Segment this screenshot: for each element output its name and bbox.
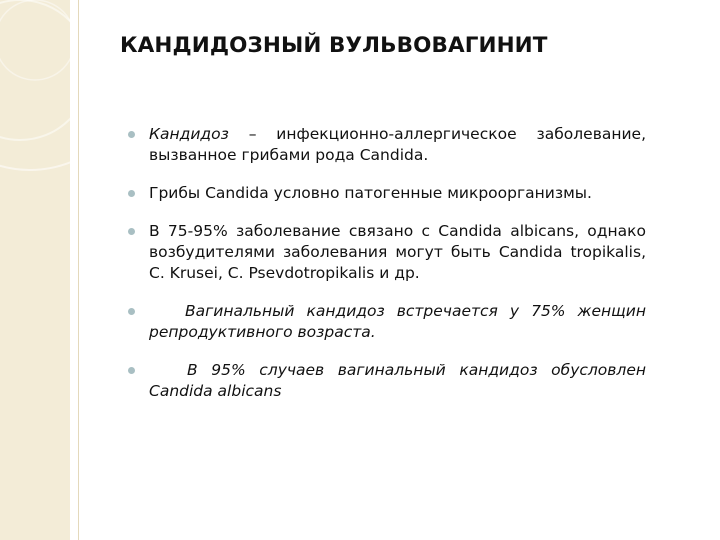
bullet-icon xyxy=(128,367,135,374)
decorative-circles xyxy=(0,0,70,540)
bullet-text: В 95% случаев вагинальный кандидоз обусловлен Candida albicans xyxy=(149,361,646,400)
term-candidiasis: Кандидоз xyxy=(149,125,229,143)
bullet-text: Вагинальный кандидоз встречается у 75% женщин репродуктивного возраста. xyxy=(149,302,646,341)
bullet-item-candida-opportunistic xyxy=(128,183,646,204)
bullet-icon xyxy=(128,190,135,197)
bullet-icon xyxy=(128,131,135,138)
bullet-text: – инфекционно-аллергическое заболевание, вызванное грибами рода Candida. xyxy=(149,125,646,164)
bullet-text: В 75-95% заболевание связано с Candida albicans, однако возбудителями заболевания могут быть Candida tropikalis, C. Krusei, C. Psevdotropikalis и др. xyxy=(149,222,646,282)
bullet-list xyxy=(128,124,646,402)
bullet-icon xyxy=(128,228,135,235)
bullet-icon xyxy=(128,308,135,315)
bullet-item-candida-species xyxy=(128,221,646,284)
slide-title: КАНДИДОЗНЫЙ ВУЛЬВОВАГИНИТ xyxy=(120,33,548,58)
bullet-item-candidiasis-definition xyxy=(128,124,646,166)
bullet-item-prevalence xyxy=(128,301,646,343)
bullet-item-albicans-cause xyxy=(128,360,646,402)
bullet-text: Грибы Candida условно патогенные микроорганизмы. xyxy=(149,184,592,202)
side-rule-line xyxy=(78,0,79,540)
decorative-side-band xyxy=(0,0,70,540)
